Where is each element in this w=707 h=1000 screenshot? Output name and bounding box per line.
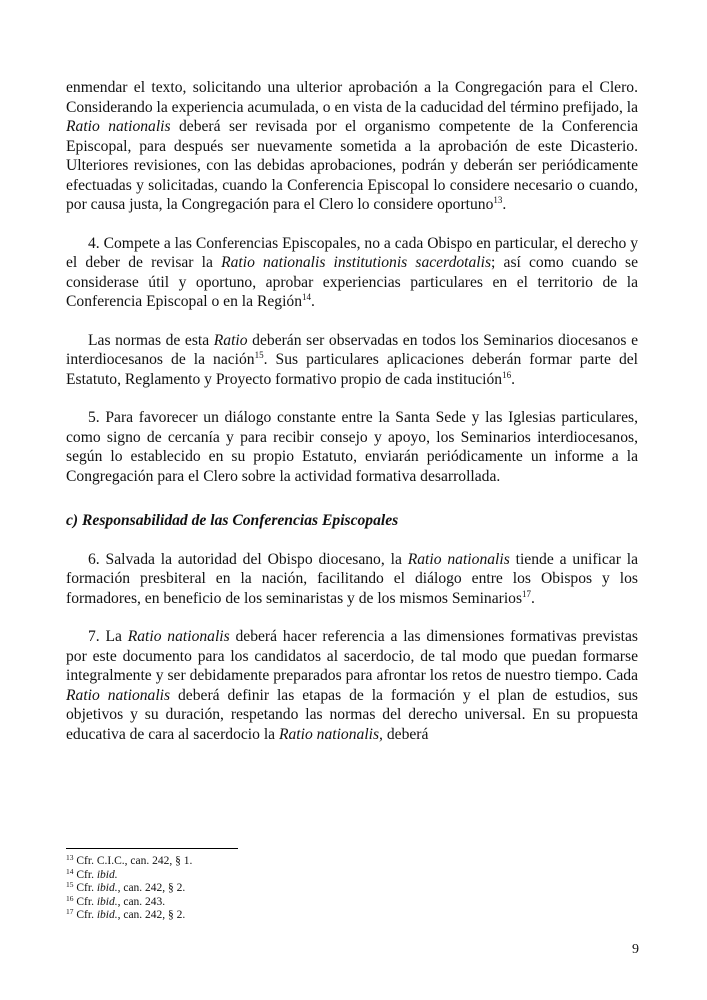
- footnote-text: , can. 242, § 2.: [117, 882, 186, 895]
- footnote-ref: 16: [502, 369, 512, 380]
- text-run: deberá definir las etapas de la formación y el plan de estudios, sus objetivos y su duración, respetando las normas del derecho universal. En su propuesta educativa de cara al sacerdocio la: [66, 686, 638, 743]
- footnote-text: Cfr. C.I.C., can. 242, § 1.: [76, 855, 193, 867]
- italic-term: Ratio nationalis,: [278, 725, 383, 743]
- paragraph-7: [66, 627, 638, 744]
- text-run: deberá ser revisada por el organismo competente de la Conferencia Episcopal, para después ser nuevamente sometida a la aprobación de este Dicasterio. Ulteriores revisiones, con las debidas aprobaciones, podrán y deberán ser periódicamente efectuadas y solicitadas, cuando la Conferencia Episcopal lo considere necesario o cuando, por causa justa, la Congregación para el Clero lo considere oportuno: [66, 118, 638, 213]
- footnote-italic: ibid.: [96, 895, 118, 908]
- footnote-ref: 14: [302, 292, 311, 302]
- paragraph-6: [66, 550, 638, 609]
- text-run: .: [311, 293, 315, 310]
- footnote: [66, 855, 638, 869]
- text-run: deberán ser observadas en todos los Seminarios diocesanos e interdiocesanos de la nación: [66, 331, 638, 368]
- footnote-italic: ibid.: [96, 909, 118, 922]
- footnote-text: , can. 242, § 2.: [117, 909, 186, 922]
- footnote-text: Cfr.: [76, 868, 97, 881]
- footnote-number: 16: [66, 893, 74, 903]
- text-run: deberá hacer referencia a las dimensiones formativas previstas por este documento para los candidatos al sacerdocio, de tal modo que puedan formarse integralmente y ser debidamente preparados para afrontar los retos de nuestro tiempo. Cada: [66, 628, 638, 684]
- text-run: 4. Compete a las Conferencias Episcopales, no a cada Obispo en particular, el derecho y el deber de revisar la: [66, 234, 638, 271]
- footnote: [66, 866, 638, 883]
- page-number: 9: [632, 942, 639, 957]
- footnote-ref: 15: [254, 350, 264, 360]
- italic-term: Ratio nationalis institutionis sacerdotalis: [221, 254, 492, 271]
- text-run: tiende a unificar la formación presbiteral en la nación, facilitando el diálogo entre los Obispos y los formadores, en beneficio de los seminaristas y de los mismos Seminarios: [66, 550, 639, 607]
- footnote-italic: ibid.: [96, 882, 118, 895]
- paragraph-5: 5. Para favorecer un diálogo constante entre la Santa Sede y las Iglesias particulares, como signo de cercanía y para recibir consejo y apoyo, los Seminarios interdiocesanos, según lo establecido en su propio Estatuto, enviarán periódicamente un informe a la Congregación para el Clero sobre la actividad formativa desarrollada.: [66, 409, 638, 485]
- footnote-number: 17: [66, 907, 74, 917]
- footnote-divider: [66, 848, 238, 849]
- text-run: .: [531, 589, 535, 607]
- text-run: . Sus particulares aplicaciones deberán formar parte del Estatuto, Reglamento y Proyecto formativo propio de cada institución: [66, 351, 638, 388]
- footnote-text: Cfr.: [76, 882, 97, 895]
- footnote-number: 15: [66, 880, 74, 890]
- paragraph-4: [66, 234, 638, 312]
- italic-term: Ratio nationalis: [407, 550, 510, 568]
- text-run: 7. La: [88, 628, 128, 645]
- footnote: [66, 882, 638, 896]
- italic-term: Ratio: [213, 331, 248, 349]
- italic-term: Ratio nationalis: [66, 686, 171, 704]
- paragraph-continuation: [66, 78, 638, 215]
- section-heading: c) Responsabilidad de las Conferencias Episcopales: [66, 512, 399, 529]
- text-run: Las normas de esta: [88, 331, 214, 349]
- footnote-italic: ibid.: [96, 868, 118, 881]
- italic-term: Ratio nationalis: [66, 118, 171, 135]
- footnotes: [66, 855, 638, 923]
- footnote-number: 13: [66, 853, 74, 862]
- text-run: ; así como cuando se considerase útil y oportuno, aprobar experiencias particulares en el territorio de la Conferencia Episcopal o en la Región: [66, 254, 638, 310]
- paragraph-normas: [66, 331, 638, 390]
- text-run: deberá: [382, 725, 429, 743]
- text-run: .: [502, 196, 507, 213]
- text-run: 6. Salvada la autoridad del Obispo diocesano, la: [88, 550, 408, 568]
- document-body: [66, 78, 638, 744]
- footnote-text: Cfr.: [76, 895, 97, 908]
- footnote-text: , can. 243.: [117, 895, 166, 908]
- text-run: enmendar el texto, solicitando una ulterior aprobación a la Congregación para el Clero. Considerando la experiencia acumulada, o en vista de la caducidad del término prefijado, la: [66, 79, 638, 116]
- footnote-ref: 17: [522, 588, 532, 599]
- footnote: [66, 893, 638, 910]
- text-run: .: [511, 370, 515, 388]
- footnote: [66, 909, 638, 923]
- footnote-ref: 13: [493, 195, 503, 205]
- footnote-text: Cfr.: [76, 909, 97, 922]
- footnote-number: 14: [66, 866, 74, 876]
- italic-term: Ratio nationalis: [127, 628, 230, 645]
